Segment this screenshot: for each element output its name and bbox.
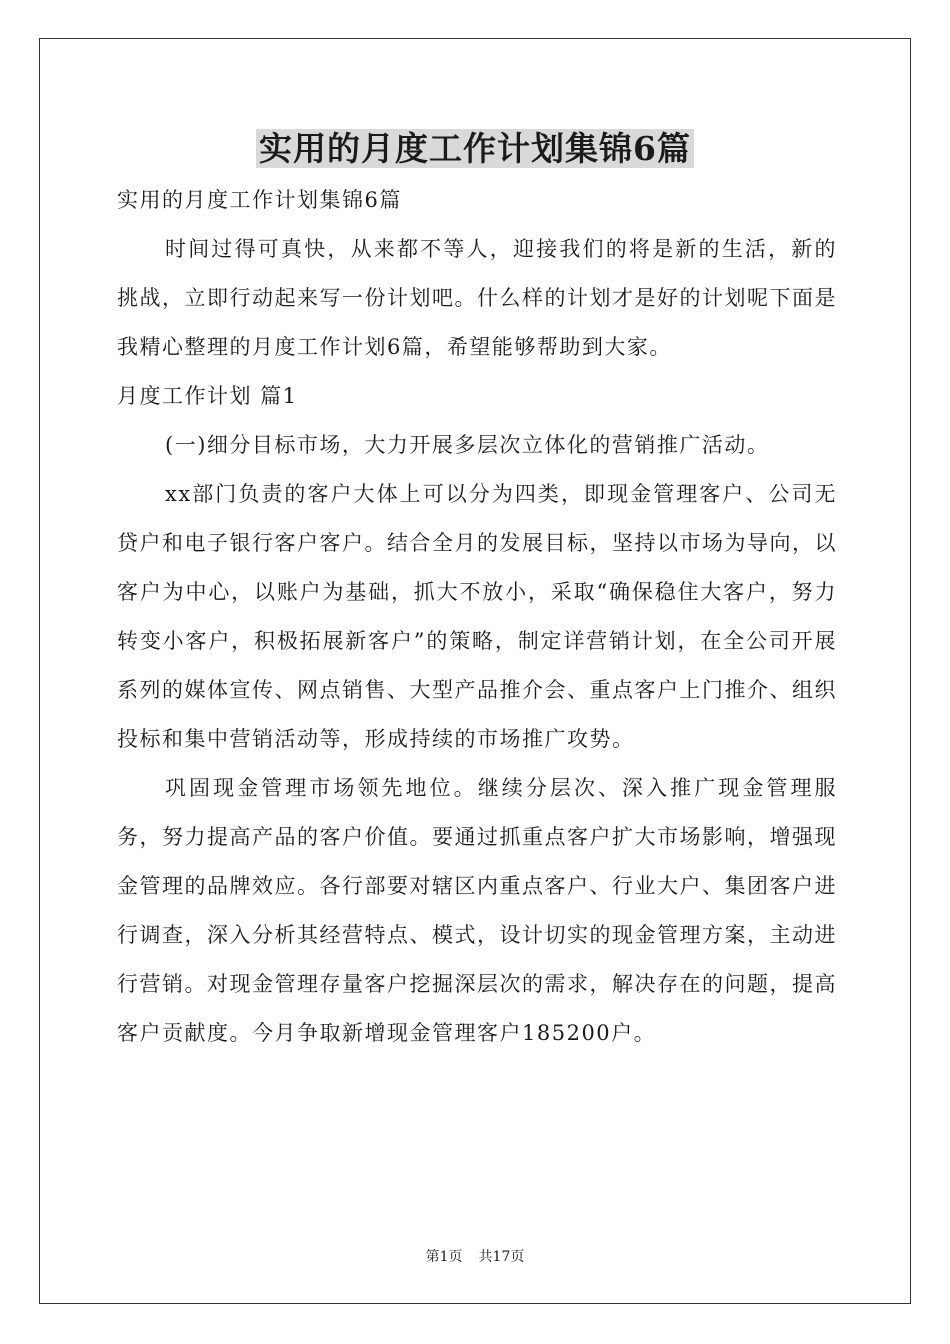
page-number: 第1页: [425, 1249, 463, 1265]
document-body: [117, 176, 837, 1058]
paragraph-cash-management: 巩固现金管理市场领先地位。继续分层次、深入推广现金管理服务，努力提高产品的客户价值。要通过抓重点客户扩大市场影响，增强现金管理的品牌效应。各行部要对辖区内重点客户、行业大户、集团客户进行调查，深入分析其经营特点、模式，设计切实的现金管理方案，主动进行营销。对现金管理存量客户挖掘深层次的需求，解决存在的问题，提高客户贡献度。今月争取新增现金管理客户185200户。: [117, 776, 837, 1045]
document-subtitle: 实用的月度工作计划集锦6篇: [117, 188, 402, 212]
section-heading: 月度工作计划 篇1: [117, 384, 298, 408]
paragraph-customers: xx部门负责的客户大体上可以分为四类，即现金管理客户、公司无贷户和电子银行客户客户。结合全月的发展目标，坚持以市场为导向，以客户为中心，以账户为基础，抓大不放小，采取“确保稳住大客户，努力转变小客户，积极拓展新客户”的策略，制定详营销计划，在全公司开展系列的媒体宣传、网点销售、大型产品推介会、重点客户上门推介、组织投标和集中营销活动等，形成持续的市场推广攻势。: [117, 482, 837, 751]
document-title: [0, 124, 950, 174]
paragraph-intro: 时间过得可真快，从来都不等人，迎接我们的将是新的生活，新的挑战，立即行动起来写一份计划吧。什么样的计划才是好的计划呢下面是我精心整理的月度工作计划6篇，希望能够帮助到大家。: [117, 237, 837, 359]
document-title-text: 实用的月度工作计划集锦6篇: [256, 129, 694, 168]
page-total: 共17页: [478, 1249, 525, 1265]
paragraph-point-one: (一)细分目标市场，大力开展多层次立体化的营销推广活动。: [165, 433, 770, 457]
page-footer: [0, 1247, 950, 1267]
